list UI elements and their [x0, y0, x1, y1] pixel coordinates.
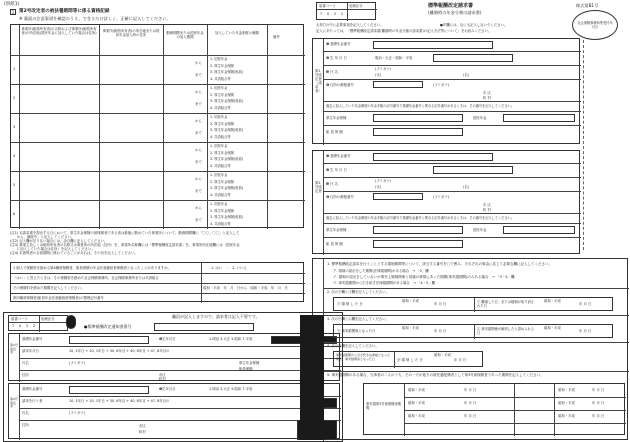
- note-1b: から、継続中」と記入してください。: [10, 235, 75, 239]
- section3-q2: 2. 次の㋐欄と㋑欄を記入してください。: [327, 290, 389, 294]
- section2-national-field[interactable]: [503, 226, 575, 234]
- pension-type-option[interactable]: 3. 厚生年金保険(船員): [210, 70, 244, 74]
- period-to: まで: [195, 189, 202, 193]
- bottom-second-date-options[interactable]: 10, 1年日 + 20, 1年日 + 30, 6年目 + 40, 6年目 + 47, 8年目の: [69, 399, 170, 403]
- bottom-second-address-label: 住所: [22, 423, 29, 427]
- section1-address-furigana: (フリガナ): [433, 83, 450, 87]
- right-proc-label: 処理区分: [349, 4, 363, 8]
- right-code-digit-2: 0: [327, 12, 330, 16]
- section2-dob-label: ❷ 生 年 月 日: [326, 168, 347, 172]
- section1-family: (氏): [375, 73, 382, 77]
- section3-table-era-5[interactable]: 昭和・平成: [408, 414, 425, 418]
- section3-marriage-label: ㋐ 婚 姻 し た 日: [337, 302, 363, 306]
- row-divider: [11, 200, 305, 201]
- pension-type-option[interactable]: 2. 厚生年金保険: [210, 208, 234, 213]
- section1-era[interactable]: 明治・大正・昭和・平成: [375, 56, 413, 60]
- bottom-first-basic-no-label: 基礎年金番号: [22, 337, 43, 341]
- section3-q4-date[interactable]: 年 月 日: [454, 358, 467, 362]
- bottom-first-seaman: 船員保険: [239, 367, 253, 371]
- section2-furigana: (フリガナ): [375, 179, 392, 183]
- section1-memo: 過去に加入していた年金制度の年金手帳の記号番号で基礎年金番号と異なる記号番号があるときは、その番号を記入してください。: [326, 104, 515, 108]
- section1-address-label: ❹ 住所の郵便番号: [326, 83, 354, 87]
- header-remarks: 備考: [273, 35, 280, 39]
- right-title: 標準報酬改定請求書: [428, 3, 474, 9]
- left-employment-table: [10, 24, 304, 228]
- section3-q3: 3. 次の㋒欄と㋓欄を記入してください。: [327, 317, 389, 321]
- section3-table-era-2[interactable]: 昭和・平成: [558, 388, 575, 392]
- row-number: 6: [13, 212, 16, 216]
- section3-q1: 1. 標準報酬改定請求を行うこととする婚姻期間等について、該当する番号を〇で囲み、それぞれの事由に応じて必要な欄に記入してください。: [327, 262, 553, 266]
- pension-type-option[interactable]: 4. 共済組合等: [210, 105, 231, 110]
- section3-marriage-era[interactable]: 昭和・平成: [402, 299, 419, 303]
- receipt-stamp-circle: [572, 10, 618, 40]
- section2-name-label: ❸ 氏 名: [326, 182, 338, 186]
- bottom-second-dob-label: ❶生年月日: [159, 387, 176, 391]
- row-number: 5: [13, 183, 16, 187]
- pension-type-option[interactable]: 1. 国民年金: [210, 202, 228, 206]
- section3-divorce-era[interactable]: 昭和・平成: [544, 299, 561, 303]
- section3-q5: 5. 事実婚期間のある場合、当事者の二人のうち、その一方が他方の被扶養配偶者として第3号被保険者であった期間を記入してください。: [327, 373, 544, 377]
- bottom-second-basic-no-label: 基礎年金番号: [22, 387, 43, 391]
- section3-q3b-era[interactable]: 昭和・平成: [544, 326, 561, 330]
- right-code-digit-1: 7: [320, 12, 323, 16]
- right-note-2: ●印欄には、なにも記入しないでください。: [440, 23, 508, 27]
- bottom-dark-tab: [66, 315, 76, 329]
- pension-type-option[interactable]: 4. 共済組合等: [210, 192, 231, 197]
- header-period: 勤務期間または国民年金の加入期間: [166, 31, 204, 39]
- pension-type-option[interactable]: 2. 厚生年金保険: [210, 179, 234, 184]
- section2-seaman: 船 員 保 険: [326, 242, 343, 246]
- bottom-proc-label: 処理区分: [41, 317, 55, 321]
- period-to: まで: [195, 160, 202, 164]
- bottom-second-notify: 請求を行う者: [22, 399, 43, 403]
- period-to: まで: [195, 131, 202, 135]
- right-code-digit-4: 2: [341, 12, 344, 16]
- section2-national: 国民年金: [473, 228, 487, 232]
- section3-q3a-date[interactable]: 年 月 日: [434, 329, 447, 333]
- section3-q3-row: [333, 324, 613, 338]
- header-office: 事業所(船舶所有者)の所在地または国民年金加入時の住所: [102, 29, 160, 37]
- note-3: (注3) 事業主若しくは船舶所有者の名称又は事業所の所在地（住所）を、事業所名称欄には「標準報酬改定請求書」を、事業所所在地欄には（国民年金: [10, 243, 240, 247]
- bottom-second-label: 第2号改定者: [10, 397, 18, 408]
- bottom-first-request-date: 請求年月日: [22, 349, 39, 353]
- header-employer: 事業所(船舶所有者)の名称および事業所(船舶所有者)の所在地(国民年金に加入していた場合は住所): [21, 27, 97, 35]
- bottom-second-block: [8, 383, 340, 439]
- section1-seaman-field[interactable]: [373, 128, 463, 136]
- section3-table-date-6[interactable]: 年 月 日: [592, 414, 605, 418]
- pension-type-option[interactable]: 2. 厚生年金保険: [210, 121, 234, 126]
- section3-q3b-date[interactable]: 年 月 日: [579, 329, 592, 333]
- section1-dob-field[interactable]: [433, 54, 513, 62]
- section3-block: [312, 258, 628, 440]
- row-number: 4: [13, 154, 16, 158]
- right-code-box: [316, 2, 376, 20]
- right-edge-dashed-line: [583, 40, 584, 250]
- left-question-table: [10, 262, 304, 302]
- question-3-period[interactable]: 昭和・平成 年 月 日から 昭和・平成 年 月 日: [203, 286, 288, 290]
- row-divider: [11, 113, 305, 114]
- right-note-1: 太枠□の中に必要事項を記入してください。: [316, 23, 384, 27]
- section1-name-label: ❸ 氏 名: [326, 70, 338, 74]
- form-id: (別紙1): [4, 2, 20, 7]
- section3-table-era-6[interactable]: 昭和・平成: [558, 414, 575, 418]
- bottom-header-note: 職員が記入しますので、請求者は記入不要です。: [172, 314, 260, 319]
- pension-type-option[interactable]: 1. 国民年金: [210, 144, 228, 148]
- section3-q3a-label: ㋒ 事実婚関係となった日: [337, 329, 376, 333]
- section2-zip-field[interactable]: [373, 193, 423, 200]
- row-divider: [11, 171, 305, 172]
- section1-basic-no-label: ❶ 基礎年金番号: [326, 42, 351, 46]
- question-3: その保険料を納めた期間を記入してください。: [13, 286, 85, 290]
- row-number: 2: [13, 96, 16, 100]
- left-section-subtitle: ※ 裏面の注意事項を確認のうえ、できるだけ詳しく、正確に記入してください。: [19, 16, 171, 21]
- bottom-second-name-label: 氏名: [22, 411, 29, 415]
- section1-pension-ins-field[interactable]: [373, 114, 463, 122]
- right-note-3: 記入にあたっては、「標準報酬改定請求書(離婚時の年金分割の請求書)の記入方法等について」をお読みください。: [316, 29, 492, 33]
- row-divider: [11, 84, 305, 85]
- bottom-second-furigana: (フリガナ): [69, 411, 86, 415]
- section2-city: 市 区: [483, 203, 491, 207]
- note-1: (注1) 本請求書を提出する日において、厚生年金保険の被保険者である者は最後に勤めていた事業所について、勤務期間欄に「〇〇」〇〇」と記入して: [10, 231, 240, 235]
- period-from: から: [195, 119, 202, 123]
- section3-table-date-3[interactable]: 年 月 日: [464, 401, 477, 405]
- pension-type-option[interactable]: 3. 厚生年金保険(船員): [210, 215, 244, 219]
- section2-label: 第2号改定者: [315, 181, 322, 193]
- section3-table-era-1[interactable]: 昭和・平成: [408, 388, 425, 392]
- center-dark-bar: [300, 315, 324, 440]
- pension-type-option[interactable]: 4. 共済組合等: [210, 221, 231, 226]
- bottom-first-address-label: 住所: [22, 373, 29, 377]
- section1-furigana: (フリガナ): [375, 67, 392, 71]
- bottom-first-town: 町村: [159, 377, 166, 381]
- section1-pension-ins: 厚生年金保険: [326, 116, 347, 120]
- bottom-first-name-label: 氏名: [22, 361, 29, 365]
- bottom-first-basic-no-field[interactable]: [69, 336, 149, 344]
- left-notes: [10, 231, 306, 255]
- period-to: まで: [195, 73, 202, 77]
- period-from: から: [195, 206, 202, 210]
- section1-city: 市 区: [483, 91, 491, 95]
- question-2: 「はい」と答えたときは、その保険料を納めた社会保険事務所、社会保険事務所または共済組合: [13, 276, 159, 280]
- section3-q4-row: [333, 351, 483, 367]
- section2-pension-ins-field[interactable]: [373, 226, 463, 234]
- bottom-code-digit-1: 7: [12, 324, 15, 328]
- question-4: 第四種被保険者(船員年金任意継続被保険者)の整理記号番号: [13, 296, 104, 300]
- note-3b: に加入していた場合は住所）を記入してください。: [10, 247, 95, 251]
- bottom-code-digit-2: 0: [19, 324, 22, 328]
- section2-basic-no-label: ❶ 基礎年金番号: [326, 154, 351, 158]
- section2-basic-no-field[interactable]: [373, 153, 493, 161]
- section3-q4b-label: ㋔ 婚 姻 し た 日: [397, 358, 423, 362]
- bottom-first-label: 第1号改定者: [10, 343, 18, 354]
- bottom-pension-no-label: ●標準報酬改定通知書番号: [84, 324, 132, 329]
- pension-type-option[interactable]: 4. 共済組合等: [210, 134, 231, 139]
- section3-opt3[interactable]: ウ. 事実婚期間から引き続き法律婚期間がある場合 → 「4・5」欄: [333, 281, 435, 285]
- section2-pension-ins: 厚生年金保険: [326, 228, 347, 232]
- pension-type-option[interactable]: 3. 厚生年金保険(船員): [210, 99, 244, 103]
- section1-dob-label: ❷ 生 年 月 日: [326, 56, 347, 60]
- section1-national-field[interactable]: [503, 114, 575, 122]
- pension-type-option[interactable]: 1. 国民年金: [210, 115, 228, 119]
- section3-q5-table: [363, 383, 625, 435]
- section3-table-era-3[interactable]: 昭和・平成: [408, 401, 425, 405]
- receipt-stamp-label: 社会保険事務所等受付年月日: [577, 21, 613, 29]
- bottom-first-block: [8, 333, 340, 381]
- note-4: (注4) 本被保者の合意期間に係れていることがあれば、その旨を記入してください。: [10, 251, 138, 255]
- period-from: から: [195, 90, 202, 94]
- section2-address-furigana: (フリガナ): [433, 195, 450, 199]
- section3-q2-row: [333, 297, 613, 311]
- section3-table-date-5[interactable]: 年 月 日: [464, 414, 477, 418]
- section2-given: (名): [463, 185, 470, 189]
- section3-table-header: 事実婚第3号被保険者期間: [366, 402, 402, 410]
- bottom-code-box: [8, 315, 68, 331]
- period-to: まで: [195, 102, 202, 106]
- section1-label: 第1号改定者（請求者）: [315, 69, 322, 93]
- section2-block: [312, 150, 580, 254]
- period-from: から: [195, 148, 202, 152]
- period-to: まで: [195, 218, 202, 222]
- bottom-first-era[interactable]: 1.明治 3.大正 5.昭和 7.平成: [209, 337, 253, 341]
- section2-dob-field[interactable]: [433, 166, 513, 174]
- period-from: から: [195, 177, 202, 181]
- bottom-code-digit-3: 2: [26, 324, 29, 328]
- pension-type-option[interactable]: 2. 厚生年金保険: [210, 92, 234, 97]
- section1-zip-field[interactable]: [373, 81, 423, 88]
- row-number: 1: [13, 67, 16, 71]
- bottom-second-town: 町村: [139, 430, 146, 434]
- section2-address-label: ❹ 住所の郵便番号: [326, 195, 354, 199]
- section1-basic-no-field[interactable]: [373, 41, 493, 49]
- pension-type-option[interactable]: 1. 国民年金: [210, 57, 228, 61]
- section2-town: 町 村: [483, 208, 491, 212]
- bottom-second-city: 市区: [139, 424, 146, 428]
- section3-q4a-label: 事実婚期間から引き続き法律婚となった場合、事実婚関係となった日: [336, 353, 391, 361]
- bottom-first-date-options[interactable]: 10, 1年日 + 20, 1年日 + 30, 6年目 + 40, 6年目 + 47, 8年目の: [69, 349, 170, 353]
- pension-type-option[interactable]: 3. 厚生年金保険(船員): [210, 157, 244, 161]
- section3-q3a-era[interactable]: 昭和・平成: [402, 326, 419, 330]
- section1-given: (名): [463, 73, 470, 77]
- header-pension-type: 加入していた年金制度の種類: [214, 31, 260, 35]
- section3-q4: 4. 次の㋔欄を記入してください。: [327, 344, 379, 348]
- section3-divorce-label: ㋑ 離婚した日、または婚姻が取り消された日: [477, 300, 535, 308]
- section1-town: 町 村: [483, 96, 491, 100]
- pension-type-option[interactable]: 3. 厚生年金保険(船員): [210, 128, 244, 132]
- section3-q4-era[interactable]: 昭和・平成: [434, 353, 451, 357]
- pension-type-option[interactable]: 4. 共済組合等: [210, 163, 231, 168]
- pension-type-option[interactable]: 1. 国民年金: [210, 86, 228, 90]
- row-number: 3: [13, 125, 16, 129]
- period-from: から: [195, 61, 202, 65]
- section3-divorce-date[interactable]: 年 月 日: [579, 302, 592, 306]
- section3-opt2[interactable]: イ. 婚姻の届出をしていないが事実上婚姻関係と同様の事情にあった期間(事実婚期間)のみある場合 → 「3・5」欄: [333, 275, 515, 279]
- pension-type-option[interactable]: 4. 共済組合等: [210, 76, 231, 81]
- right-form-number: 様式第B1号: [576, 3, 599, 8]
- section1-seaman: 船 員 保 険: [326, 130, 343, 134]
- bottom-first-furigana: (フリガナ): [69, 361, 86, 365]
- pension-type-option[interactable]: 1. 国民年金: [210, 173, 228, 177]
- section3-table-date-2[interactable]: 年 月 日: [592, 388, 605, 392]
- right-code-digit-3: 2: [334, 12, 337, 16]
- left-section-title: 第2号改定者の被扶養期間等に係る資格記録: [19, 9, 110, 14]
- note-2: (注2) 記入欄が足りない場合には、余白欄に記入してください。: [10, 239, 108, 243]
- section3-opt1[interactable]: ア. 婚姻の届出をした期間(法律婚期間)がある場合 → 「2」欄: [333, 269, 429, 273]
- bottom-first-dob-label: ❶生年月日: [159, 337, 176, 341]
- pension-type-option[interactable]: 2. 厚生年金保険: [210, 63, 234, 68]
- bottom-first-pension-insured: 厚生年金保険: [239, 361, 260, 365]
- section1-block: [312, 38, 580, 144]
- bottom-pension-no-field[interactable]: [154, 323, 254, 331]
- bottom-code-digit-4: 2: [33, 324, 36, 328]
- section3-marriage-date[interactable]: 年 月 日: [434, 302, 447, 306]
- right-code-label: 届書コード: [319, 4, 336, 8]
- pension-type-option[interactable]: 3. 厚生年金保険(船員): [210, 186, 244, 190]
- section2-memo: 過去に加入していた年金制度の年金手帳の記号番号で基礎年金番号と異なる記号番号があるときは、その番号を記入してください。: [326, 216, 515, 220]
- row-divider: [11, 142, 305, 143]
- section3-table-date-1[interactable]: 年 月 日: [464, 388, 477, 392]
- section3-table-era-4[interactable]: 昭和・平成: [558, 401, 575, 405]
- pension-type-option[interactable]: 2. 厚生年金保険: [210, 150, 234, 155]
- bottom-code-label: 届書コード: [11, 317, 28, 321]
- section3-table-date-4[interactable]: 年 月 日: [592, 401, 605, 405]
- question-1-answer[interactable]: 1. はい ・ 2. いいえ: [211, 266, 247, 270]
- section1-national: 国民年金: [473, 116, 487, 120]
- bottom-first-city: 市区: [159, 373, 166, 377]
- section2-seaman-field[interactable]: [373, 240, 463, 248]
- section2-family: (氏): [375, 185, 382, 189]
- section3-q3b-label: ㋓ 事実婚関係が解消したと認められる日: [477, 327, 535, 335]
- bottom-slip: [3, 312, 343, 442]
- right-subtitle: (離婚時の年金分割の請求書): [428, 10, 482, 15]
- bottom-second-basic-no-field[interactable]: [69, 386, 149, 394]
- left-section-number: 1: [11, 10, 15, 15]
- question-1: 1 個人で保険料を納める第4種被保険者、船員保険の年金任意継続被保険者となったことがありますか。: [13, 266, 171, 270]
- bottom-second-era[interactable]: 1.明治 3.大正 5.昭和 7.平成: [209, 387, 253, 391]
